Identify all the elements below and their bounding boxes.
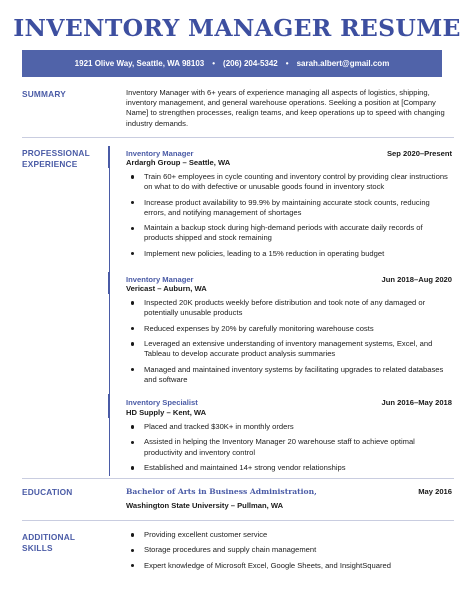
- job-dates: Jun 2018–Aug 2020: [381, 275, 452, 284]
- job-bullet: Assisted in helping the Inventory Manager 20 warehouse staff to achieve optimal productivity and inventory control: [126, 437, 448, 457]
- job-bullet-list: [126, 172, 448, 264]
- experience-label-line2: EXPERIENCE: [22, 158, 78, 169]
- skill-item: Providing excellent customer service: [126, 530, 448, 540]
- job-bullet: Implement new policies, leading to a 15% reduction in operating budget: [126, 249, 448, 259]
- job-bullet: Reduced expenses by 20% by carefully monitoring warehouse costs: [126, 324, 448, 334]
- timeline-line: [109, 168, 110, 272]
- job-bullet: Maintain a backup stock during high-demand periods with accurate daily records of products shipped and stock remaining: [126, 223, 448, 243]
- education-label: EDUCATION: [22, 487, 73, 497]
- timeline-marker: [108, 146, 110, 168]
- education-date: May 2016: [418, 487, 452, 496]
- job-bullet: Increase product availability to 99.9% by maintaining accurate stock counts, reducing errors, and notifying management of shortages: [126, 198, 448, 218]
- skills-label-line1: ADDITIONAL: [22, 532, 76, 542]
- contact-bar: [22, 50, 442, 77]
- separator-dot: •: [285, 59, 289, 68]
- experience-label-line1: PROFESSIONAL: [22, 148, 90, 158]
- job-bullet-list: [126, 422, 448, 478]
- contact-address: 1921 Olive Way, Seattle, WA 98103: [74, 59, 205, 68]
- job-company: Vericast – Auburn, WA: [126, 284, 207, 293]
- education-degree: Bachelor of Arts in Business Administration,: [126, 487, 317, 496]
- job-title: Inventory Manager: [126, 149, 194, 158]
- summary-label: SUMMARY: [22, 89, 66, 99]
- job-bullet: Leveraged an extensive understanding of inventory management systems, Excel, and Tableau to develop accurate product analysis summaries: [126, 339, 448, 359]
- skill-item: Storage procedures and supply chain management: [126, 545, 448, 555]
- timeline-line: [109, 418, 110, 476]
- job-bullet-list: [126, 298, 448, 390]
- separator-dot: •: [212, 59, 216, 68]
- timeline-line: [109, 294, 110, 394]
- education-school: Washington State University – Pullman, WA: [126, 501, 284, 510]
- skills-label: [22, 532, 112, 553]
- job-bullet: Established and maintained 14+ strong vendor relationships: [126, 463, 448, 473]
- job-company: HD Supply – Kent, WA: [126, 408, 207, 417]
- section-divider: [22, 478, 454, 479]
- timeline-marker: [108, 272, 110, 294]
- job-title: Inventory Manager: [126, 275, 194, 284]
- job-title: Inventory Specialist: [126, 398, 198, 407]
- job-bullet: Placed and tracked $30K+ in monthly orders: [126, 422, 448, 432]
- timeline-marker: [108, 394, 110, 418]
- experience-label: [22, 148, 112, 169]
- job-dates: Sep 2020–Present: [386, 149, 452, 158]
- skills-label-line2: SKILLS: [22, 542, 53, 553]
- job-bullet: Managed and maintained inventory systems by facilitating upgrades to related databases and software: [126, 365, 448, 385]
- contact-email[interactable]: sarah.albert@gmail.com: [296, 59, 390, 68]
- job-bullet: Train 60+ employees in cycle counting and inventory control by providing clear instructions on what to do with defective or unusable goods found in inventory stock: [126, 172, 448, 192]
- job-bullet: Inspected 20K products weekly before distribution and took note of any damaged or potentially unusable products: [126, 298, 448, 318]
- job-company: Ardargh Group – Seattle, WA: [126, 158, 231, 167]
- resume-title: INVENTORY MANAGER RESUME: [13, 14, 461, 42]
- summary-text: Inventory Manager with 6+ years of experience managing all aspects of logistics, shipping, inventory management, and general warehouse operations. Seeking a position at [Company Name] to strengthen processes, realign teams, and keep operations up to speed with changing industry demands.: [126, 88, 445, 128]
- contact-phone: (206) 204-5342: [223, 59, 278, 68]
- section-divider: [22, 137, 454, 138]
- job-dates: Jun 2016–May 2018: [381, 398, 452, 407]
- skill-item: Expert knowledge of Microsoft Excel, Google Sheets, and InsightSquared: [126, 561, 448, 571]
- skills-list: [126, 530, 448, 576]
- section-divider: [22, 520, 454, 521]
